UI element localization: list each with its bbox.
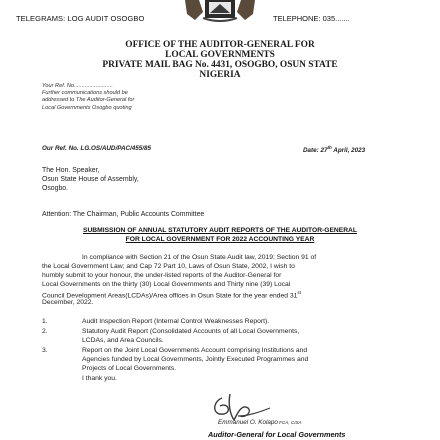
office-country-line: NIGERIA [199,70,241,80]
signatory-name-text: Emmanuel O. Kolapo [218,419,278,426]
office-title-line1: OFFICE OF THE AUDITOR-GENERAL FOR [125,40,315,50]
body-line5-ordinal: st [297,290,301,295]
your-ref-line: Your Ref. No......................... [42,83,113,89]
body-line3: humbly submit to your honour, the under-listed reports of the Auditor-General for [42,272,282,279]
reference-note [42,83,134,112]
subject-line1: SUBMISSION OF ANNUAL STATUTORY AUDIT REPORTS OF THE AUDITOR-GENERAL [83,227,357,234]
telegrams-line: TELEGRAMS: LOG AUDIT OSOGBO [16,14,145,23]
list-item-text: Statutory Audit Report (Consolidated Accounts of all Local Governments, [82,328,300,335]
list-item-number: 1. [42,318,48,325]
recipient-line1: The Hon. Speaker, [42,167,100,174]
list-item-number: 2. [42,328,48,335]
ref-note-line1: Further communications should be [42,90,128,97]
office-address-line: PRIVATE MAIL BAG No. 4431, OSOGBO, OSUN STATE [102,60,338,70]
signatory-credentials: FCA, CISA [277,420,302,425]
body-line1: In compliance with Section 21 of the Osun State Audit law, 2019; Section 91 of [82,254,317,261]
recipient-line3: Osogbo. [42,185,69,192]
coat-of-arms-emblem [175,0,265,22]
list-item-text: Agencies funded by Local Governments, Jointly Executed Programmes and [82,356,309,363]
body-line2: the Local Government Law; and Cap 72 Part 10, Laws of Osun State, 2002, I wish to [42,263,295,270]
date-ordinal: th [327,145,332,150]
office-title-line2: LOCAL GOVERNMENTS [165,50,275,60]
list-item-number: 3. [42,347,48,354]
signatory-title: Auditor-General for Local Governments [208,430,346,439]
date-prefix: Date: 27 [303,147,328,155]
ref-note-line2: addressed to The Auditor-General for [42,97,135,104]
list-item-text: Projects of Local Governments. [82,365,177,372]
recipient-line2: Osun State House of Assembly, [42,176,139,183]
list-item-text: Audit Inspection Report (Internal Control Weaknesses Report). [82,318,270,325]
list-item-text: LCDAs, and Area Councils. [82,337,164,344]
attention-line: Attention: The Chairman, Public Accounts Committee [42,211,205,218]
body-line5-text: Council Development Areas(LCDAs)/Area offices in Osun State for the year ended 31 [42,292,298,300]
body-line4: Local Governments on the thirty (30) Local Governments and Thirty nine (39) Local [42,281,291,288]
signatory-name [218,419,302,426]
letter-date [303,145,365,154]
list-item-text: Report on the Joint Local Governments Account comprising Institutions and [82,347,308,354]
subject-line2: FOR LOCAL GOVERNMENT FOR 2022 ACCOUNTING YEAR [125,236,315,243]
date-suffix: April, 2023 [331,147,366,155]
telephone-line: TELEPHONE: 035....... [273,14,350,23]
body-line6: December, 2022. [42,299,94,306]
our-ref-number: Our Ref. No. LG.OS/AUD/PAC/455/85 [42,145,152,152]
ref-note-line3: Local Governments Osogbo quoting [42,104,132,111]
closing-thanks: I thank you. [82,375,117,382]
